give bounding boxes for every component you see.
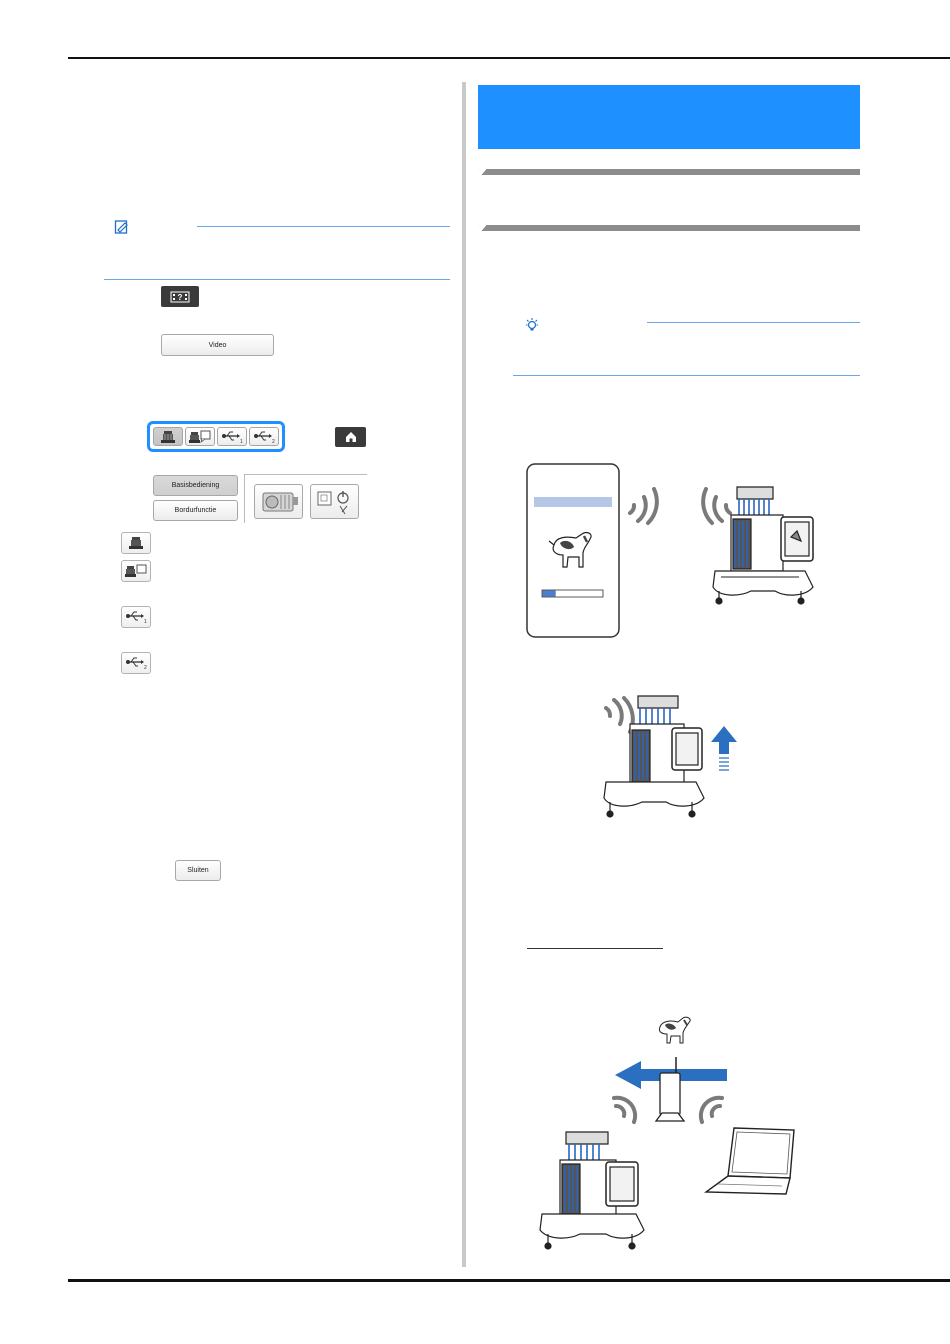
usb2-icon bbox=[253, 430, 275, 444]
bottom-rule bbox=[68, 1279, 950, 1282]
legend-machine-icon bbox=[121, 532, 151, 554]
machine-head-icon bbox=[257, 487, 301, 517]
machine-icon bbox=[160, 430, 176, 444]
usb1-port-number: 1 bbox=[240, 438, 243, 444]
wifi-waves-icon bbox=[604, 1092, 644, 1126]
subsection-top-rule bbox=[478, 169, 860, 175]
phone-illustration bbox=[526, 463, 620, 638]
embroidery-machine-illustration bbox=[536, 1130, 656, 1255]
usb1-icon bbox=[221, 430, 243, 444]
home-icon bbox=[345, 431, 357, 443]
memo-footer-line bbox=[104, 279, 450, 280]
embroidery-function-tile[interactable] bbox=[310, 484, 359, 519]
legend-usb1-icon bbox=[121, 606, 151, 628]
upload-arrow-icon bbox=[709, 724, 739, 772]
wifi-waves-icon bbox=[692, 1092, 732, 1126]
wifi-waves-icon bbox=[624, 485, 664, 527]
usb2-port-number: 2 bbox=[272, 438, 275, 444]
phone-progress-fill bbox=[543, 591, 556, 597]
router-icon bbox=[650, 1055, 686, 1123]
help-video-icon bbox=[170, 291, 190, 303]
top-rule bbox=[68, 57, 950, 59]
legend-usb1-port-number: 1 bbox=[144, 619, 147, 624]
memo-header-line bbox=[197, 226, 450, 227]
tip-bulb-icon bbox=[524, 316, 540, 332]
sluiten-button[interactable]: Sluiten bbox=[175, 860, 221, 881]
legend-usb2-icon bbox=[121, 652, 151, 674]
basisbediening-button[interactable]: Basisbediening bbox=[153, 475, 238, 496]
tab-usb-2[interactable] bbox=[249, 427, 279, 446]
video-button[interactable]: Video bbox=[161, 334, 274, 356]
link-underline bbox=[527, 948, 663, 949]
section-header-bar bbox=[478, 85, 860, 149]
home-button[interactable] bbox=[335, 427, 366, 447]
embroidery-machine-illustration bbox=[598, 694, 713, 824]
tab-machine[interactable] bbox=[153, 427, 183, 446]
tab-machine-screen[interactable] bbox=[185, 427, 215, 446]
machine-operation-tile[interactable] bbox=[254, 484, 303, 519]
bordurfunctie-button[interactable]: Bordurfunctie bbox=[153, 500, 238, 521]
laptop-icon bbox=[704, 1126, 798, 1198]
tab-usb-1[interactable] bbox=[217, 427, 247, 446]
legend-machine-screen-icon bbox=[121, 560, 151, 582]
column-divider bbox=[462, 82, 466, 1267]
source-tab-group bbox=[147, 421, 285, 452]
memo-icon bbox=[114, 219, 130, 235]
legend-usb2-port-number: 2 bbox=[144, 665, 147, 670]
embroidery-machine-illustration bbox=[705, 485, 820, 610]
svg-text:?: ? bbox=[177, 292, 183, 302]
tip-footer-line bbox=[513, 375, 860, 376]
frame-and-power-icon bbox=[313, 488, 357, 516]
subsection-bottom-rule bbox=[478, 225, 860, 231]
machine-screen-icon bbox=[189, 430, 211, 444]
tip-header-line bbox=[647, 322, 860, 323]
help-video-button[interactable] bbox=[161, 286, 199, 307]
dog-icon bbox=[654, 1013, 694, 1047]
